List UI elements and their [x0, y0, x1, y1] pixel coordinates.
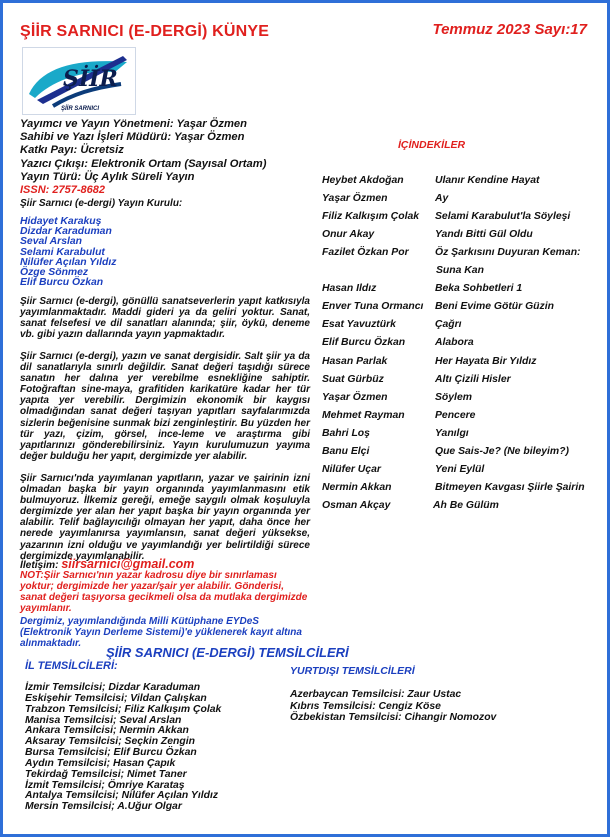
toc-author: Filiz Kalkışım Çolak [322, 211, 420, 222]
abroad-rep: Azerbaycan Temsilcisi: Zaur Ustac [290, 689, 462, 700]
city-rep: Ankara Temsilcisi; Nermin Akkan [25, 725, 189, 737]
contact-line [20, 557, 194, 571]
toc-author: Hasan Ildız [322, 283, 377, 294]
issn: ISSN: 2757-8682 [20, 184, 105, 196]
toc-title: Bitmeyen Kavgası Şiirle Şairin [435, 482, 585, 493]
toc-author: Hasan Parlak [322, 356, 388, 367]
frequency-line: Yayın Türü: Üç Aylık Süreli Yayın [20, 170, 195, 183]
city-reps-heading: İL TEMSİLCİLERİ: [25, 660, 118, 672]
toc-author: Banu Elçi [322, 446, 370, 457]
city-rep: Trabzon Temsilcisi; Filiz Kalkışım Çolak [25, 703, 222, 715]
board-member: Dizdar Karaduman [20, 226, 112, 238]
city-rep: Antalya Temsilcisi; Nilüfer Açılan Yıldız [25, 790, 219, 802]
board-member: Seval Arslan [20, 236, 82, 248]
city-rep: Manisa Temsilcisi; Seval Arslan [25, 714, 182, 726]
owner-line: Sahibi ve Yazı İşleri Müdürü: Yaşar Özmen [20, 131, 245, 144]
contact-email-link[interactable]: siirsarnici@gmail.com [61, 557, 195, 571]
toc-author: Esat Yavuztürk [322, 319, 396, 330]
city-rep: Tekirdağ Temsilcisi; Nimet Taner [25, 768, 187, 780]
toc-title: Her Hayata Bir Yıldız [435, 356, 537, 367]
publisher-line: Yayımcı ve Yayın Yönetmeni: Yaşar Özmen [20, 118, 247, 130]
abroad-reps-list [290, 689, 496, 724]
board-member: Nilüfer Açılan Yıldız [20, 256, 117, 268]
toc-author: Elif Burcu Özkan [322, 337, 406, 348]
toc-author: Onur Akay [322, 229, 375, 240]
page-title: ŞİİR SARNICI (E-DERGİ) KÜNYE [20, 23, 270, 40]
board-member: Selami Karabulut [20, 246, 105, 258]
toc-title: Yandı Bitti Gül Oldu [435, 229, 533, 240]
toc-title: Suna Kan [436, 265, 484, 276]
toc-title: Pencere [435, 410, 476, 421]
svg-text:ŞİİR: ŞİİR [63, 66, 118, 92]
city-rep: İzmir Temsilcisi; Dizdar Karaduman [25, 682, 201, 693]
city-rep: Eskişehir Temsilcisi; Vildan Çalışkan [25, 692, 207, 704]
city-rep: Aydın Temsilcisi; Hasan Çapık [25, 757, 176, 769]
toc-author: Fazilet Özkan Por [322, 247, 409, 258]
toc-author: Enver Tuna Ormancı [322, 301, 424, 312]
toc-title: Que Sais-Je? (Ne bileyim?) [435, 446, 569, 457]
contact-label: İletişim: [20, 560, 59, 571]
toc-title: Alabora [435, 337, 474, 348]
note-text: NOT:Şiir Sarnıcı'nın yazar kadrosu diye bir sınırlaması yoktur; dergimizde her yazar/şair yer alabilir. Gönderisi, sanat değeri taşıyorsa gecikmeli olsa da mutlaka dergimizde yayımlanır. [20, 570, 308, 614]
toc-heading: İÇİNDEKİLER [398, 139, 466, 151]
paragraph-about: Şiir Sarnıcı (e-dergi), gönüllü sanatseverlerin yapıt katkısıyla yayımlanmaktadır. Maddi gideri ya da geliri yoktur. Sanat, sanat felsefesi ve dil sanatları alanında; şiir, öykü, deneme vb. gibi yazın dallarında yayın yapmaktadır. [20, 296, 310, 341]
paragraph-scope: Şiir Sarnıcı (e-dergi), yazın ve sanat dergisidir. Salt şiir ya da dil sanatlarıyla sınırlı değildir. Sanat değeri taşıdığı sürece sanatın her dalına yer verebilme esnekliğine sahiptir. Fotoğraftan sine-maya, grafitiden karikatüre kadar her tür yapıta yer verebilir. Dergimizin ekonomik bir kaygısı olmadığından sanat değeri taşıyan yapıtları sayfalarımızda sizlerin beğenisine sunmak bizi zenginleştirir. Bu yüzden her tür yazı, çizim, görsel, ince-leme ve araştırma gibi yapıtlarınızı gönderebilirsiniz. Yayın kurulumuzun yayıma değer bulduğu her yapıt, dergimizde yer alabilir. [20, 351, 310, 462]
board-member: Özge Sönmez [20, 267, 89, 279]
toc-title: Yeni Eylül [435, 464, 485, 475]
eydes-text: Dergimiz, yayımlandığında Milli Kütüphane EYDeS (Elektronik Yayın Derleme Sistemi)'e yüklenerek kayıt altına alınmaktadır. [20, 616, 302, 649]
fee-line: Katkı Payı: Ücretsiz [20, 144, 124, 157]
paragraph-rights: Şiir Sarnıcı'nda yayımlanan yapıtların, yazar ve şairinin izni olmadan başka bir yayın organında yayımlanmasını etik bulmuyoruz. İlkemiz gereği, emeğe saygılı olmak koşuluyla dergimizde yer alan her yapıt başka bir yayın organında yer alabilir. Telif bağlayıcılığı olmayan her yapıt, daha önce her nerede yayımlanırsa yayımlansın, sanat değeri yüksekse, yazarının izni olduğu ve yayımlandığı yer belirtildiği sürece dergimizde yayımlanabilir. [20, 473, 310, 562]
abroad-rep: Özbekistan Temsilcisi: Cihangir Nomozov [290, 712, 497, 723]
issue-label: Temmuz 2023 Sayı:17 [432, 21, 587, 38]
toc-author: Bahri Loş [322, 428, 370, 439]
publication-info [20, 118, 305, 184]
editorial-board-heading: Şiir Sarnıcı (e-dergi) Yayın Kurulu: [20, 198, 183, 209]
toc-title: Ulanır Kendine Hayat [435, 175, 540, 186]
toc-title: Beka Sohbetleri 1 [435, 283, 523, 294]
toc-title: Selami Karabulut'la Söyleşi [435, 211, 571, 222]
abroad-reps-heading: YURTDIŞI TEMSİLCİLERİ [290, 665, 415, 677]
city-rep: Mersin Temsilcisi; A.Uğur Olgar [25, 801, 182, 813]
toc-author: Yaşar Özmen [322, 193, 388, 204]
toc-title: Ah Be Gülüm [433, 500, 499, 511]
medium-line: Yazıcı Çıkışı: Elektronik Ortam (Sayısal Ortam) [20, 157, 267, 170]
toc-author: Nilüfer Uçar [322, 464, 381, 475]
sarnic-logo [22, 47, 136, 115]
editorial-board-list [20, 217, 116, 288]
logo-graphic [23, 48, 135, 114]
toc-author: Heybet Akdoğan [322, 175, 404, 186]
representatives-title: ŞİİR SARNICI (E-DERGİ) TEMSİLCİLERİ [106, 645, 349, 660]
board-member: Hidayet Karakuş [20, 216, 102, 227]
city-reps-list [25, 683, 221, 813]
city-rep: Aksaray Temsilcisi; Seçkin Zengin [25, 736, 195, 748]
toc-author: Yaşar Özmen [322, 392, 388, 403]
board-member: Elif Burcu Özkan [20, 277, 104, 289]
toc-title: Beni Evime Götür Güzin [435, 301, 554, 312]
toc-title: Öz Şarkısını Duyuran Keman: [435, 247, 581, 258]
toc-author: Suat Gürbüz [322, 374, 384, 385]
toc-author: Osman Akçay [322, 500, 391, 511]
toc-title: Çağrı [435, 319, 462, 330]
toc-title: Altı Çizili Hisler [435, 374, 511, 385]
svg-text:ŞİİR SARNICI: ŞİİR SARNICI [61, 106, 100, 112]
toc-author: Nermin Akkan [322, 482, 392, 493]
city-rep: İzmit Temsilcisi; Ömriye Karataş [25, 779, 185, 791]
toc-title: Yanılgı [435, 428, 469, 439]
toc-title: Söylem [435, 392, 472, 403]
abroad-rep: Kıbrıs Temsilcisi: Cengiz Köse [290, 700, 441, 712]
toc-author: Mehmet Rayman [322, 410, 405, 421]
city-rep: Bursa Temsilcisi; Elif Burcu Özkan [25, 747, 197, 759]
toc-title: Ay [435, 193, 449, 204]
